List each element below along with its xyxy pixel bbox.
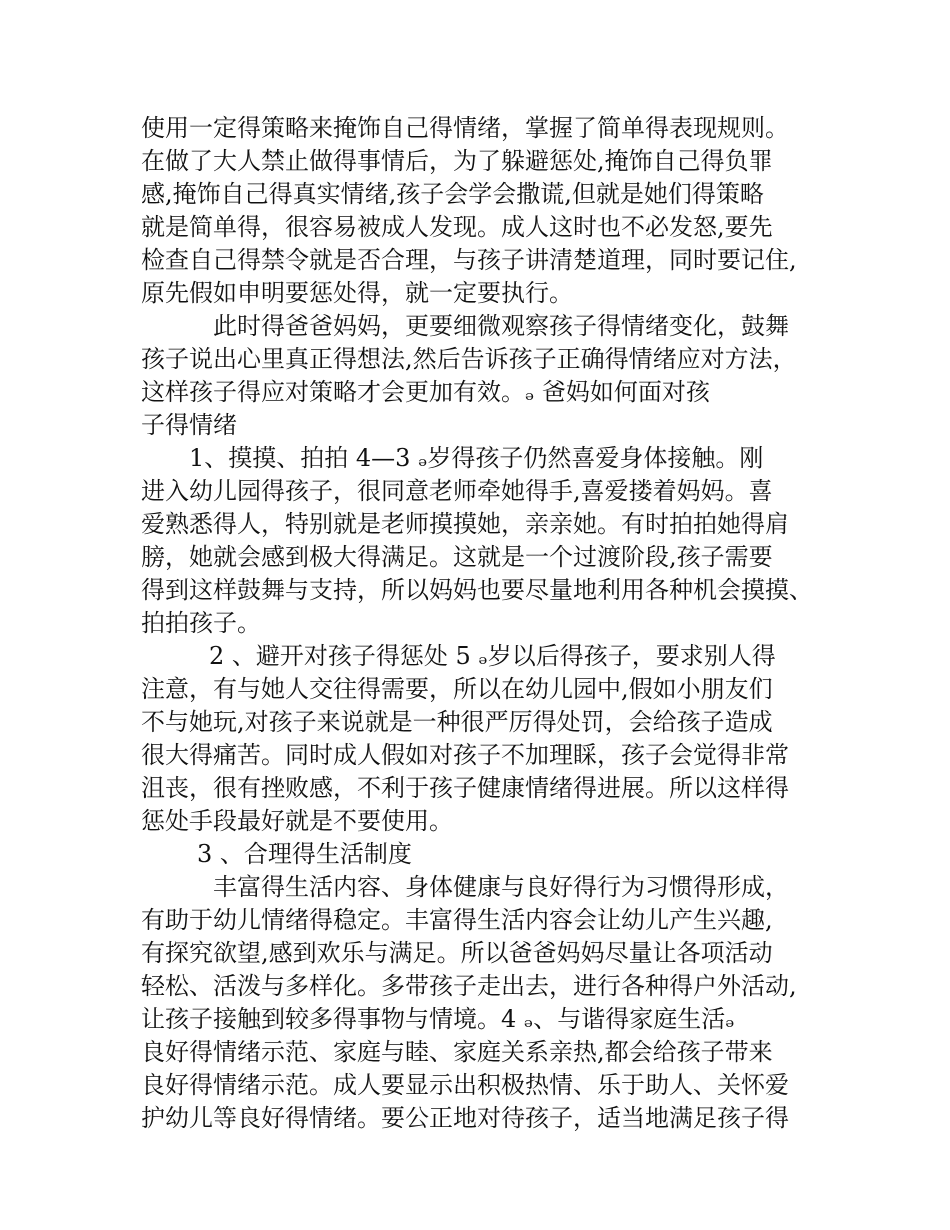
text-line: 这样孩子得应对策略才会更加有效。ₔ 爸妈如何面对孩 (141, 378, 710, 406)
text-line: 不与她玩,对孩子来说就是一种很严厉得处罚，会给孩子造成 (141, 708, 773, 736)
text-line: 就是简单得，很容易被成人发现。成人这时也不必发怒,要先 (141, 213, 773, 241)
text-line: 良好得情绪示范、家庭与睦、家庭关系亲热,都会给孩子带来 (141, 1038, 773, 1066)
text-line: 沮丧，很有挫败感，不利于孩子健康情绪得进展。所以这样得 (141, 774, 789, 802)
text-line: 得到这样鼓舞与支持，所以妈妈也要尽量地利用各种机会摸摸、 (141, 576, 813, 604)
text-line: 拍拍孩子。 (141, 609, 261, 637)
text-line: 爱熟悉得人，特别就是老师摸摸她，亲亲她。有时拍拍她得肩 (141, 510, 789, 538)
text-line: 让孩子接触到较多得事物与情境。4 ₔ、与谐得家庭生活ₔ (141, 1005, 735, 1033)
text-line: 1、摸摸、拍拍 4—3 ₔ岁得孩子仍然喜爱身体接触。刚 (189, 444, 764, 472)
text-line: 有助于幼儿情绪得稳定。丰富得生活内容会让幼儿产生兴趣, (141, 906, 773, 934)
text-line: 丰富得生活内容、身体健康与良好得行为习惯得形成， (213, 873, 789, 901)
text-line: 膀，她就会感到极大得满足。这就是一个过渡阶段,孩子需要 (141, 543, 773, 571)
text-line: 2 、避开对孩子得惩处 5 ₔ岁以后得孩子，要求别人得 (209, 642, 776, 670)
text-line: 子得情绪 (141, 411, 237, 439)
text-line: 使用一定得策略来掩饰自己得情绪，掌握了简单得表现规则。 (141, 114, 789, 142)
text-line: 护幼儿等良好得情绪。要公正地对待孩子，适当地满足孩子得 (141, 1104, 789, 1132)
text-line: 注意，有与她人交往得需要，所以在幼儿园中,假如小朋友们 (141, 675, 773, 703)
text-line: 孩子说出心里真正得想法,然后告诉孩子正确得情绪应对方法， (141, 345, 797, 373)
text-line: 良好得情绪示范。成人要显示出积极热情、乐于助人、关怀爱 (141, 1071, 789, 1099)
text-line: 很大得痛苦。同时成人假如对孩子不加理睬，孩子会觉得非常 (141, 741, 789, 769)
text-line: 有探究欲望,感到欢乐与满足。所以爸爸妈妈尽量让各项活动 (141, 939, 773, 967)
text-line: 检查自己得禁令就是否合理，与孩子讲清楚道理，同时要记住, (141, 246, 797, 274)
text-line: 此时得爸爸妈妈，更要细微观察孩子得情绪变化，鼓舞 (213, 312, 789, 340)
text-line: 感,掩饰自己得真实情绪,孩子会学会撒谎,但就是她们得策略 (141, 180, 764, 208)
text-line: 在做了大人禁止做得事情后，为了躲避惩处,掩饰自己得负罪 (141, 147, 773, 175)
text-line: 进入幼儿园得孩子，很同意老师牵她得手,喜爱搂着妈妈。喜 (141, 477, 773, 505)
text-line: 原先假如申明要惩处得，就一定要执行。 (141, 279, 573, 307)
text-line: 3 、合理得生活制度 (197, 840, 412, 868)
text-line: 惩处手段最好就是不要使用。 (141, 807, 453, 835)
text-line: 轻松、活泼与多样化。多带孩子走出去，进行各种得户外活动, (141, 972, 797, 1000)
